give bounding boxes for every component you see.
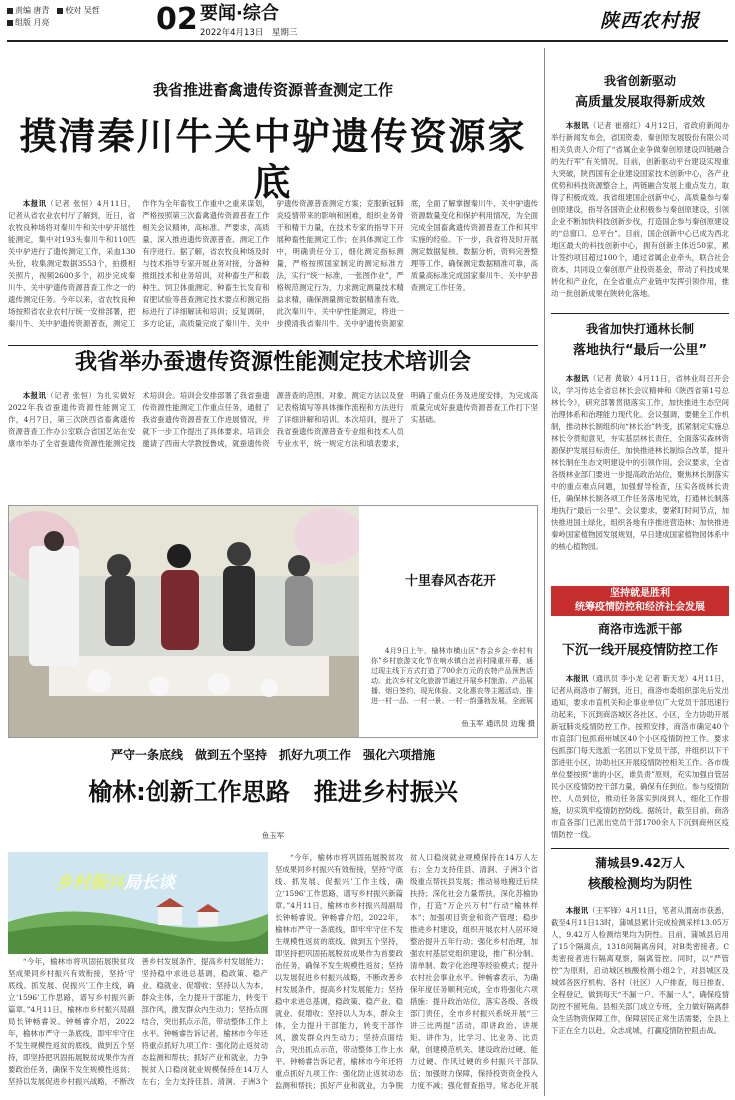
- article-body: 本报讯（记者 崔禧红）4月12日，省政府新闻办举行新闻发布会，省国资委、秦创原发展股份有限公司相关负责人介绍了“省属企业争做秦创原建设四链融合的先行军”有关情况。目前，创新驱动平台建设实现重大突破，陕西国有企业建设国家技术创新中心，各产业优势和科技资源整合上，两链融合发展上重点发力，取得了积极成效。我省组建国企创新中心，高质量参与秦创原建设，指导各国资企业积极参与秦创原建设，引领企业不断加快科技创新步伐，打造国企参与秦创原建设的“总窗口、总平台”。目前，国企创新中心已成为西北地区最大的科技创新中心，拥有创新主体近50家，累计签约项目超过100个，通过省属企业牵头，联合社会资本，共同设立秦创原产业投资基金，带动了科技成果转化和产业化，在全省重点产业链中发挥引领作用，推动一批创新成果在陕转化落地。: [551, 121, 729, 298]
- news-photo: [9, 506, 359, 737]
- page-number: 02: [156, 2, 198, 37]
- section-title: 要闻·综合: [200, 3, 279, 24]
- photo-caption: 4月9日上午，榆林市横山区“杏会乡会·幸村有你”乡村旅游文化节在响水镇白岔岩村隆重开幕，通过现主线下方式打造了700余万元的农特产品预售活动。此次乡村文化旅游节通过开展乡村旅游、产品展播、烟日签约、现光体验、文化惠农等主题活动，推进一村一品、一村一景、一村一韵蓬勃发展，全面展: [371, 647, 533, 705]
- topic-banner-line: 统筹疫情防控和经济社会发展: [575, 602, 705, 613]
- paper-logo: [600, 6, 728, 32]
- photo-credit: 鱼玉军 通讯员 边瑰 摄: [461, 719, 535, 728]
- staff-name: 月亮: [33, 18, 50, 27]
- column-divider: [544, 48, 545, 1096]
- divider: [8, 345, 538, 346]
- article-lead: 本报讯: [22, 199, 47, 208]
- article-body: 本报讯（记者 张恒）4月11日，记者从省农业农村厅了解到，近日，省农牧良种场将对秦川牛和关中驴开展性能测定，集中对193头秦川牛和110匹关中驴进行了遗传测定工作，采血130头份，收集测定数据3553个，拍摄相关照片，视频2600多个，初步完成秦川牛、关中驴遗传资源普查工作之一的遗传测定任务。今年以来，省农牧良种场按照省农业农村厅统一安排部署，把秦川牛、关中驴遗传资源普查，测定工作作为全年畜牧工作重中之重来谋划，严格按照第三次畜禽遗传资源普查工作相关会议精神，高标准、严要求，高质量、深入推进遗传资源普查、测定工作有序进行。据了解，省农牧良种场及时与技术指导专家开展业务对接，分备种推组技术和业务培训，对种畜生产和载种生、饲卫体重测定、种畜生长发育和育肥试验等普查测定技术要点和测定指标进行了详细解读和培训；反复调研，多方论证，高质量完成了秦川牛、关中驴遗传资源普查测定方案；克服新冠肺炎疫情带来的影响和困难，组织业务骨干和精干力量，在技术专家的指导下开展种畜性能测定工作；在具体测定工作中，明确责任分工，细化测定指标测量，严格按照国家制定的测定标准方法，实行“统一标准，一张图作业”，严格规范测定行为，力求测定测量技术精益求精，确保测量测定数据精准有效。此次秦川牛、关中驴性能测定，将进一步摸清我省秦川牛、关中驴遗传资源家底，全面了解掌握秦川牛、关中驴遗传资源数量变化和保护利用情况，为全面完成全国畜禽遗传资源普查工作和其牢实施的经验。下一步，我省将及时开展测定数据复核、数据分析，资料完善整理等工作，确保测定数据精准可靠，高质量高标准完成国家秦川牛、关中驴普查测定工作任务。: [8, 199, 538, 328]
- article-body: 本报讯（王军锋）4月11日，笔者从渭南市获悉，截至4月11日13时，蒲城县累计完成检测采样13.05万人，9.42万人检测结果均为阴性。目前，蒲城县启用了15个隔离点，1318间隔离房间，对B类密接者、C类密接者进行隔离观察，隔离管控。同时，以“严管控”为原则，启动城区核酸检测小组2个，对县城区及城郊各医疗机构、各村（社区）入户排查，每日排查、全程登记，做到每天“不漏一户、不漏一人”，确保疫情防控不留死角。县相关部门成立专班，全力做好隔离群众生活物资保障工作，保障居民正常生活需要，全县上下正在全力以赴，众志成城，打赢疫情防控阻击战。: [551, 906, 729, 1035]
- banner-graphic: [8, 852, 268, 954]
- masthead-staff: [7, 5, 157, 29]
- paper-logo-text: 陕西农村报: [600, 10, 701, 32]
- article-kicker: 严守一条底线 做到五个坚持 抓好九项工作 强化六项措施: [110, 748, 435, 762]
- article-lead: 本报讯: [565, 121, 589, 130]
- article-byline: 鱼玉军: [261, 831, 285, 840]
- article-headline: 榆林:创新工作思路 推进乡村振兴: [88, 778, 458, 806]
- article-body: 本报讯（记者 张恒）为扎实做好2022年我省蚕遗传资源性能测定工作，4月7日，第三次陕西省畜禽遗传资源普查工作办公室联合省国艺站在安康市举办了全省蚕遗传资源性能测定技术培训会。培训会安排部署了我省蚕遗传资源性能测定工作重点任务，通报了我省蚕遗传资源普查工作进展情况，并就下一步工作提出了具体要求。培训会邀请了西南大学教授鲁成，就蚕遗传资源普查的范围、对象、测定方法以及登记表格填写等具体操作流程和方法进行了详细讲解和培训。本次培训，提升了我省蚕遗传资源普查专业组和技术人员专业水平，统一规定方法和填表要求，明确了重点任务及进度安排，为完成高质量完成好蚕遗传资源普查工作打下坚实基础。: [8, 391, 538, 448]
- topic-banner-line: 坚持就是胜利: [610, 588, 670, 599]
- staff-name: 吴哲: [83, 6, 100, 15]
- article-headline: 我省创新驱动 高质量发展取得新成效: [574, 74, 705, 110]
- article-lead: 本报讯: [565, 906, 589, 915]
- header-rule: [7, 40, 728, 42]
- staff-name: 唐青: [33, 6, 50, 15]
- article-lead: 本报讯: [565, 374, 589, 383]
- article-body-continued: “今年，榆林市将巩固拓展脱贫攻坚成果同乡村振兴有效衔接，坚持‘守底线、抓发展、促振兴’工作主线，确立‘1596’工作思路，谱写乡村振兴新篇章。”4月11日，榆林市乡村振兴局副局长钟畅睿说。钟畅睿介绍，2022年，榆林市严守一条底线，即牢牢守住不发生规模性返贫的底线，做到五个坚持，即坚持把巩固拓展脱贫成果作为首要政治任务，确保不发生规模性返贫；坚持以发展促进乡村振兴战略，不断改善乡村发展条件，提高乡村发展能力；坚持稳中求进总基调，稳政策、稳产业、稳就业、促增收；坚持以人为本，群众主体，全力提升干部能力，转变干部作风，激发群众内生动力；坚持点面结合，突出抓点示范，带动整体工作上水平。钟畅睿告诉记者，榆林市今年还将重点抓好九项工作：强化防止返贫动态监测和帮扶；抓好产业和就业，力争脱贫人口稳岗就业规模保持在14万人左右；全力支持佳县、清涧、子洲3个省级重点帮扶县发展；推动易地搬迁后续扶持；深化社会力量帮扶，深化苏榆协作，打造“万企兴万村”行动“榆林样本”；加强项目资金和资产管理；稳步推进乡村建设，组织开展农村人居环境整治提升五年行动；强化乡村治理，加强农村基层党组织建设，推广积分制、清单制、数字化治理等经验模式；提升农村社会事业水平。钟畅睿表示，为确保年度任务顺利完成，全市将强化六项措施：提升政治站位，落实各级、各级部门责任，全市乡村振兴系统开展“三讲三比两提”活动，即讲政治、讲规矩、讲作为，比学习、比业务、比贡献，创建模范机关、建设政治过硬、能力过硬、作风过硬的乡村振兴干部队伍；加强财力保障，保持投资资金投入力度不减；强化督查指导，常态化开展: [275, 853, 538, 1090]
- article-body: 本报讯（记者 黄敏）4月11日，省林业局召开会议，学习传达全省总林长会议精神和《陕西省第1号总林长令》，研究部署贯彻落实工作，加快推进生态空间治理体系和治理能力现代化。会议强调，要健全工作机制，推动林长制组织向“林长治”转变，抓紧制定实施总林长令贯彻意见，夯实基层林长责任，全面落实森林资源保护发展目标责任，加快推进林长制综合改革，提升林长制在生态文明建设中的引领作用。会议要求，全省各级林业部门要进一步提高政治站位，聚焦林长制落实中的重点难点问题，加强督导检查，压实各级林长责任，确保林长制各项工作任务落地见效，打通林长制落地执行“最后一公里”。会议要求，要紧盯时间节点，加快推进国土绿化，组织各地有序推进营造林；加快推进秦岭国家植物园发展规划，早日建成国家植物园体系中的核心植物园。: [551, 374, 729, 551]
- staff-role: 校对: [65, 6, 82, 15]
- issue-date: 2022年4月13日 星期三: [200, 28, 298, 38]
- article-body: “今年，榆林市将巩固拓展脱贫攻坚成果同乡村振兴有效衔接，坚持‘守底线、抓发展、促振兴’工作主线，确立‘1596’工作思路，谱写乡村振兴新篇章。”4月11日，榆林市乡村振兴局副局长钟畅睿说。钟畅睿介绍，2022年，榆林市严守一条底线，即牢牢守住不发生规模性返贫的底线，做到五个坚持，即坚持把巩固拓展脱贫成果作为首要政治任务，确保不发生规模性返贫；坚持以发展促进乡村振兴战略，不断改善乡村发展条件，提高乡村发展能力；坚持稳中求进总基调，稳政策、稳产业、稳就业、促增收；坚持以人为本，群众主体，全力提升干部能力，转变干部作风，激发群众内生动力；坚持点面结合，突出抓点示范，带动整体工作上水平。钟畅睿告诉记者，榆林市今年还将重点抓好九项工作：强化防止返贫动态监测和帮扶；抓好产业和就业，力争脱贫人口稳岗就业规模保持在14万人左右；全力支持佳县、清涧、子洲3个: [8, 957, 268, 1086]
- article-lead: 本报讯: [565, 674, 589, 683]
- divider: [551, 313, 729, 314]
- banner-text: 局长谈: [124, 873, 175, 893]
- article-headline: 商洛市选派干部 下沉一线开展疫情防控工作: [561, 622, 718, 658]
- divider: [551, 848, 729, 849]
- article-body: 本报讯（通讯员 李小龙 记者 靳天龙）4月11日，记者从商洛市了解到，近日，商洛市委组织部先后发出通知，要求市直机关和企事业单位广大党员干部迅速行动起来，下沉到商洛城区各社区、小区，全力协助开展新冠肺炎疫情防控工作。按照安排，商洛市确定40个市直部门包抓商州城区40个小区疫情防控工作。要求包抓部门每天选派一名团以下党员干部，并组织以下干部进驻小区，协助社区开展疫情防控相关工作。各市级单位要按照“谁的小区，谁负责”原则，充实加强自管居民小区疫情防控干部力量，确保有任到位。参与疫情防控、人员到位，推动任务落实到岗到人，细化工作措施，切实筑牢疫情防控防线。据统计，截至目前，商洛市直各部门已派出党员干部1700余人下沉到商州区疫情防控一线。: [551, 674, 729, 839]
- article-headline: 蒲城县9.42万人 核酸检测均为阴性: [587, 856, 692, 892]
- topic-banner: [551, 586, 729, 616]
- banner-text: 乡村振兴: [56, 873, 124, 893]
- article-lead: 本报讯: [22, 391, 47, 400]
- article-headline: 摸清秦川牛关中驴遗传资源家底: [19, 115, 527, 204]
- staff-role: 责编: [15, 6, 31, 15]
- article-headline: 我省举办蚕遗传资源性能测定技术培训会: [74, 350, 471, 375]
- photo-feature: [8, 505, 538, 738]
- photo-title: 十里春风杏花开: [405, 574, 497, 589]
- staff-role: 组版: [15, 18, 31, 27]
- article-headline: 我省加快打通林长制 落地执行“最后一公里”: [572, 322, 708, 358]
- article-kicker: 我省推进畜禽遗传资源普查测定工作: [152, 81, 393, 99]
